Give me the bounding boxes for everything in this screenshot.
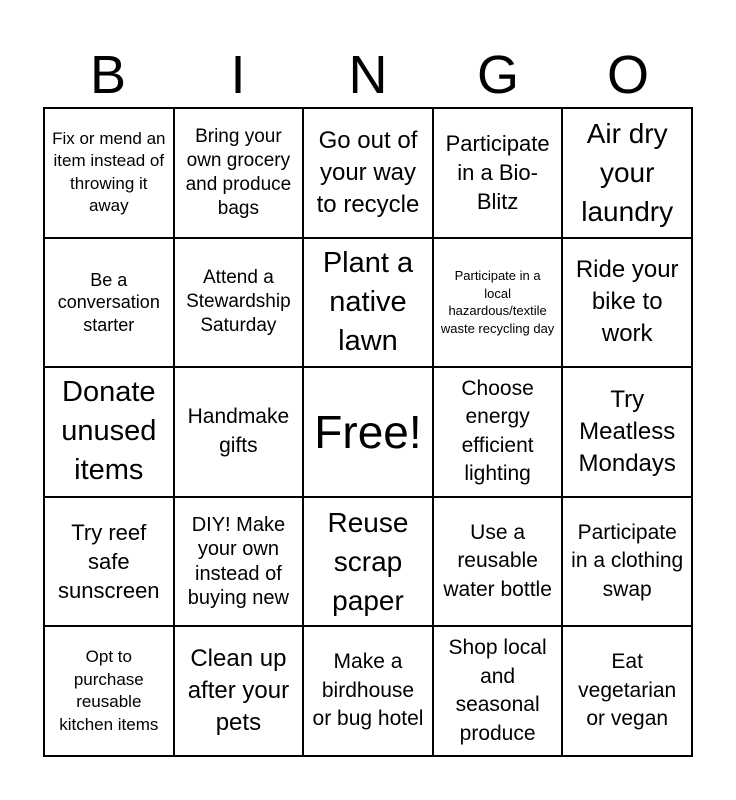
cell-text: Use a reusable water bottle: [443, 520, 552, 601]
cell-text: Be a conversation starter: [57, 269, 160, 335]
bingo-cell[interactable]: [174, 497, 304, 627]
bingo-cell[interactable]: [44, 367, 174, 497]
bingo-cell[interactable]: [433, 108, 563, 238]
cell-text: Eat vegetarian or vegan: [578, 650, 677, 731]
bingo-cell[interactable]: [44, 238, 174, 368]
header-letter-i: I: [230, 45, 246, 105]
cell-text: Fix or mend an item instead of throwing it away: [52, 128, 166, 216]
cell-text: Donate unused items: [61, 376, 157, 487]
cell-text: Participate in a Bio-Blitz: [445, 131, 550, 215]
header-letter-o: O: [606, 45, 649, 105]
bingo-board: [43, 107, 693, 757]
bingo-cell[interactable]: [303, 626, 433, 756]
cell-text: Choose energy efficient lighting: [461, 376, 534, 486]
cell-text: DIY! Make your own instead of buying new: [187, 513, 289, 610]
cell-text: Air dry your laundry: [581, 118, 674, 228]
bingo-cell[interactable]: [174, 626, 304, 756]
bingo-cell[interactable]: [303, 238, 433, 368]
bingo-cell[interactable]: [44, 497, 174, 627]
bingo-cell[interactable]: [303, 497, 433, 627]
bingo-cell[interactable]: [562, 367, 692, 497]
cell-text: Go out of your way to recycle: [316, 126, 420, 218]
cell-text: Bring your own grocery and produce bags: [185, 125, 292, 219]
bingo-cell[interactable]: [562, 497, 692, 627]
bingo-cell[interactable]: [562, 238, 692, 368]
bingo-cell[interactable]: [174, 367, 304, 497]
bingo-cell[interactable]: [562, 626, 692, 756]
cell-text: Participate in a clothing swap: [571, 520, 684, 601]
bingo-cell[interactable]: [433, 367, 563, 497]
cell-text: Try Meatless Mondays: [578, 385, 676, 477]
bingo-cell[interactable]: [44, 108, 174, 238]
bingo-cell[interactable]: [433, 497, 563, 627]
bingo-cell[interactable]: [433, 626, 563, 756]
cell-text: Make a birdhouse or bug hotel: [312, 650, 424, 731]
cell-text: Shop local and seasonal produce: [448, 636, 547, 745]
free-space-text: Free!: [314, 405, 422, 458]
bingo-cell[interactable]: [174, 108, 304, 238]
cell-text: Opt to purchase reusable kitchen items: [59, 647, 159, 734]
bingo-cell[interactable]: [562, 108, 692, 238]
bingo-header: [43, 44, 693, 106]
free-space-cell[interactable]: [303, 367, 433, 497]
cell-text: Try reef safe sunscreen: [58, 520, 160, 604]
cell-text: Handmake gifts: [187, 405, 290, 457]
cell-text: Clean up after your pets: [187, 645, 290, 737]
bingo-cell[interactable]: [303, 108, 433, 238]
header-letter-b: B: [89, 45, 127, 105]
header-letter-n: N: [348, 45, 388, 105]
cell-text: Participate in a local hazardous/textile waste recycling day: [440, 268, 555, 336]
cell-text: Plant a native lawn: [322, 246, 414, 357]
bingo-cell[interactable]: [433, 238, 563, 368]
bingo-cell[interactable]: [174, 238, 304, 368]
cell-text: Ride your bike to work: [575, 256, 679, 348]
header-letter-g: G: [476, 45, 519, 105]
cell-text: Reuse scrap paper: [327, 507, 409, 617]
bingo-cell[interactable]: [44, 626, 174, 756]
cell-text: Attend a Stewardship Saturday: [186, 267, 291, 337]
